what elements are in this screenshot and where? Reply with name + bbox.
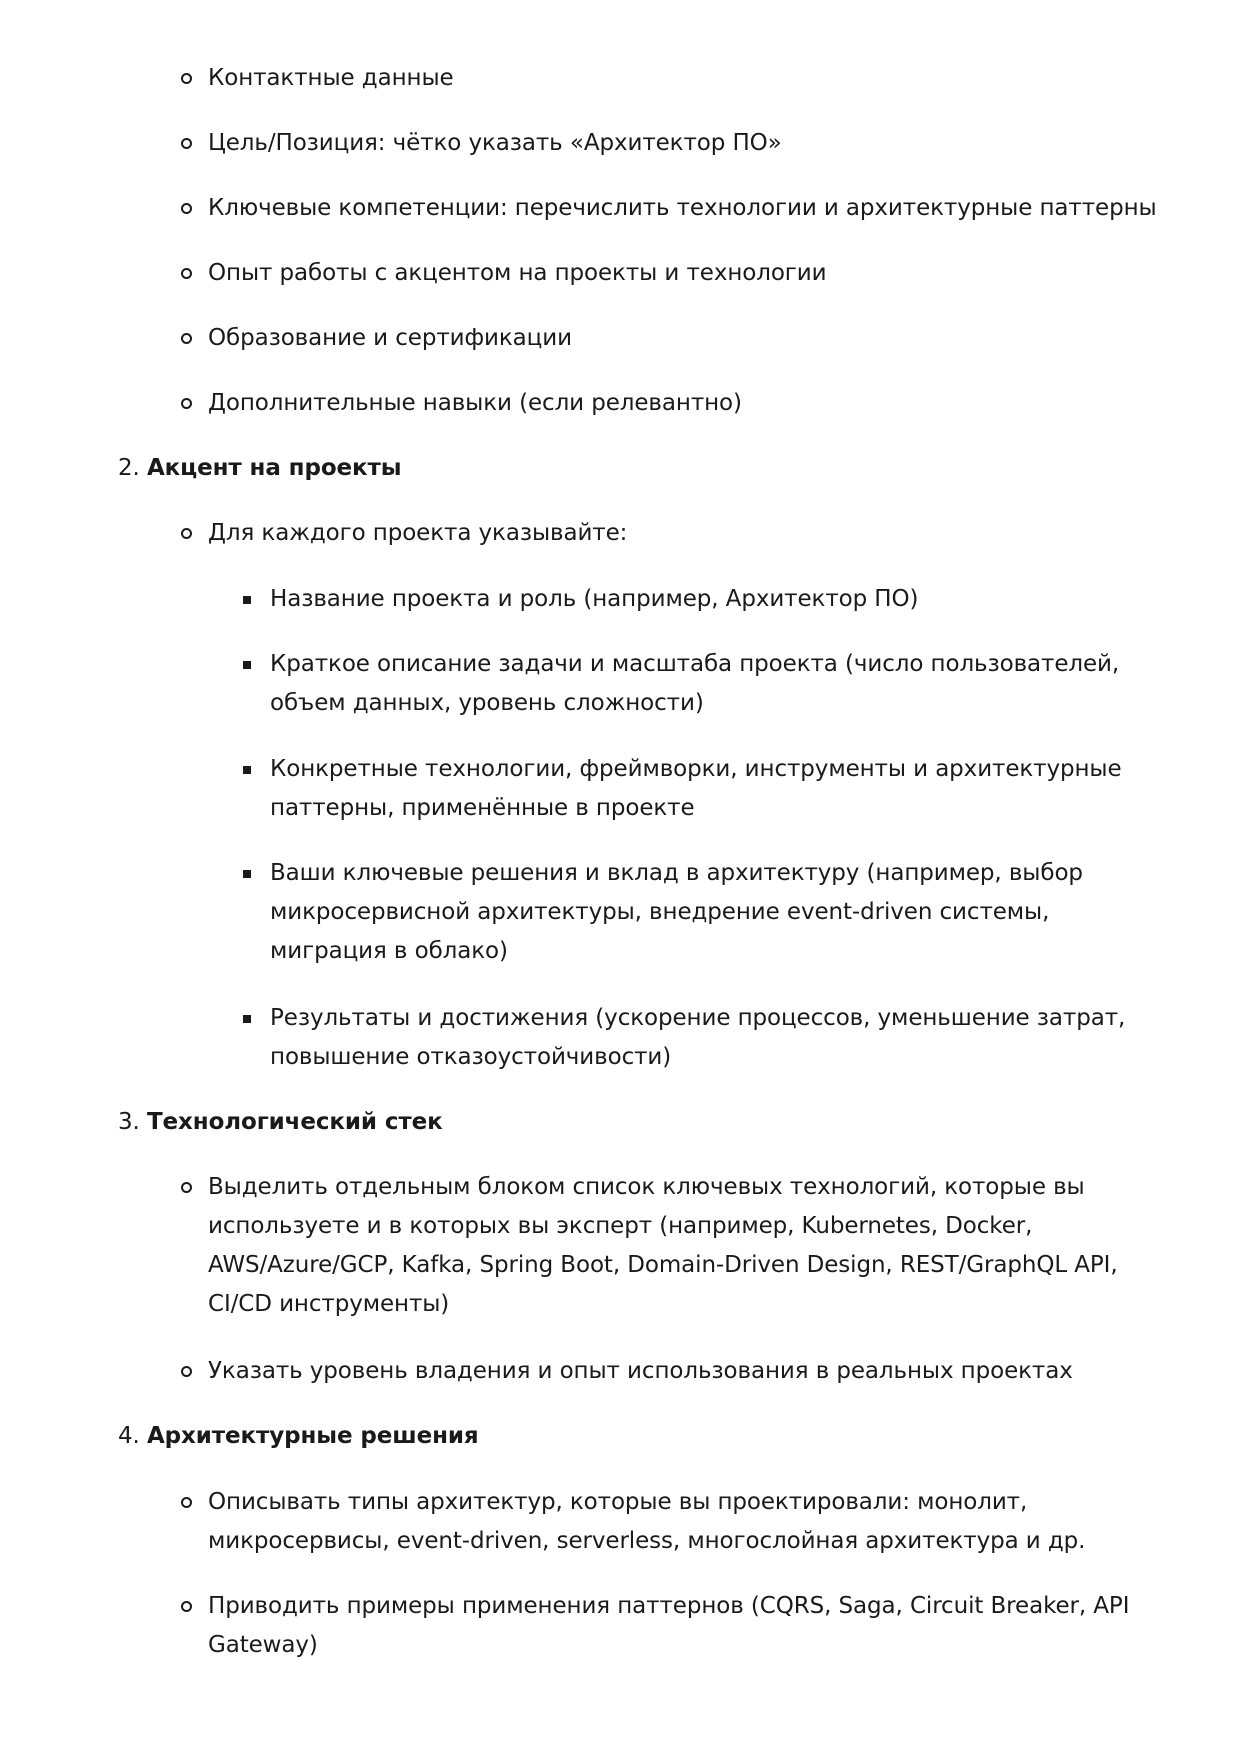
circle-bullet-icon xyxy=(181,333,192,344)
square-bullet-icon xyxy=(243,1015,251,1023)
section-heading-tech-stack xyxy=(118,1103,1118,1142)
list-item xyxy=(208,124,1168,163)
section-number: 2. xyxy=(118,455,140,481)
list-item-text: Цель/Позиция: чётко указать «Архитектор ПО» xyxy=(208,130,782,156)
list-item xyxy=(208,319,1168,358)
list-item xyxy=(208,59,1168,98)
list-item-text: Ваши ключевые решения и вклад в архитектуру (например, выбор микросервисной архитектуры, внедрение event-driven системы, миграция в облако) xyxy=(270,860,1083,964)
section-number: 3. xyxy=(118,1109,140,1135)
list-item xyxy=(270,580,1170,619)
list-item-text: Ключевые компетенции: перечислить технологии и архитектурные паттерны xyxy=(208,195,1157,221)
list-item-text: Выделить отдельным блоком список ключевых технологий, которые вы используете и в которых вы эксперт (например, Kubernetes, Docker, AWS/Azure/GCP, Kafka, Spring Boot, Domain-Driven Design, REST/GraphQL API, CI/CD инструменты) xyxy=(208,1174,1118,1317)
list-item-text: Указать уровень владения и опыт использования в реальных проектах xyxy=(208,1358,1073,1384)
list-item-text: Для каждого проекта указывайте: xyxy=(208,520,628,546)
circle-bullet-icon xyxy=(181,398,192,409)
list-item-text: Краткое описание задачи и масштаба проекта (число пользователей, объем данных, уровень сложности) xyxy=(270,651,1120,716)
circle-bullet-icon xyxy=(181,1601,192,1612)
circle-bullet-icon xyxy=(181,138,192,149)
list-item xyxy=(208,384,1168,423)
section-title: Акцент на проекты xyxy=(146,455,402,481)
circle-bullet-icon xyxy=(181,528,192,539)
list-item-text: Опыт работы с акцентом на проекты и технологии xyxy=(208,260,827,286)
section-number: 4. xyxy=(118,1423,140,1449)
square-bullet-icon xyxy=(243,661,251,669)
list-item xyxy=(208,1168,1168,1324)
list-item xyxy=(208,1352,1168,1391)
list-item xyxy=(208,1587,1168,1665)
circle-bullet-icon xyxy=(181,203,192,214)
list-item-text: Описывать типы архитектур, которые вы проектировали: монолит, микросервисы, event-driven, serverless, многослойная архитектура и др. xyxy=(208,1489,1086,1554)
list-item-text: Результаты и достижения (ускорение процессов, уменьшение затрат, повышение отказоустойчивости) xyxy=(270,1005,1126,1070)
section-title: Технологический стек xyxy=(146,1109,443,1135)
square-bullet-icon xyxy=(243,766,251,774)
circle-bullet-icon xyxy=(181,268,192,279)
circle-bullet-icon xyxy=(181,73,192,84)
list-item xyxy=(270,999,1170,1077)
list-item-text: Образование и сертификации xyxy=(208,325,572,351)
list-item xyxy=(208,189,1168,228)
list-item-text: Контактные данные xyxy=(208,65,454,91)
circle-bullet-icon xyxy=(181,1366,192,1377)
list-item xyxy=(208,1483,1168,1561)
list-item-text: Дополнительные навыки (если релевантно) xyxy=(208,390,742,416)
list-item-text: Приводить примеры применения паттернов (CQRS, Saga, Circuit Breaker, API Gateway) xyxy=(208,1593,1130,1658)
square-bullet-icon xyxy=(243,596,251,604)
section-title: Архитектурные решения xyxy=(146,1423,479,1449)
section-heading-architecture xyxy=(118,1417,1118,1456)
section-heading-projects xyxy=(118,449,1118,488)
list-item xyxy=(270,854,1170,971)
list-item xyxy=(270,750,1170,828)
list-item xyxy=(208,514,1168,553)
list-item xyxy=(208,254,1168,293)
list-item-text: Название проекта и роль (например, Архитектор ПО) xyxy=(270,586,919,612)
square-bullet-icon xyxy=(243,870,251,878)
list-item xyxy=(270,645,1170,723)
circle-bullet-icon xyxy=(181,1497,192,1508)
circle-bullet-icon xyxy=(181,1182,192,1193)
list-item-text: Конкретные технологии, фреймворки, инструменты и архитектурные паттерны, применённые в проекте xyxy=(270,756,1122,821)
